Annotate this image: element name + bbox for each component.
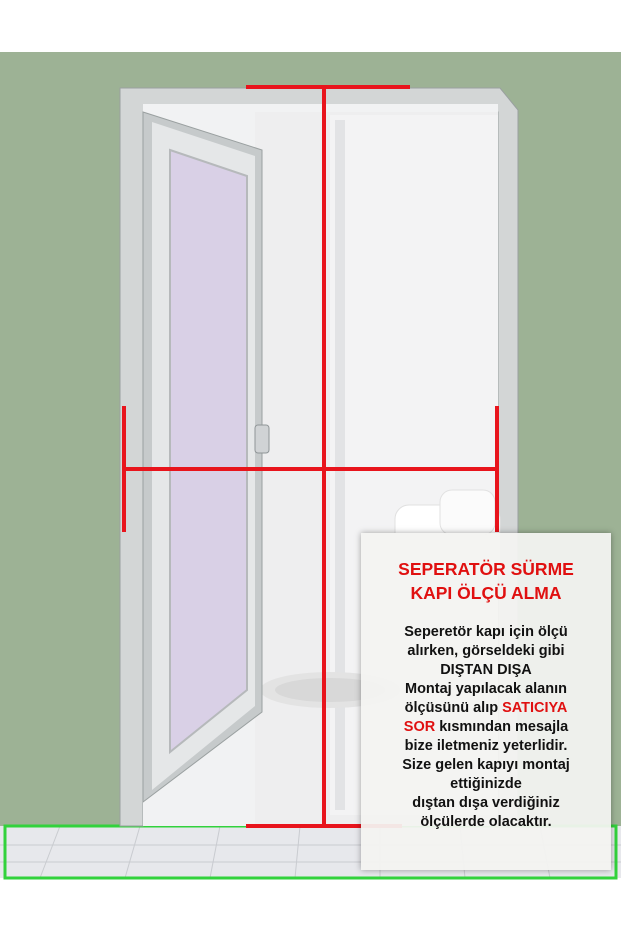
info-line: DIŞTAN DIŞA	[440, 662, 532, 678]
info-line: Montaj yapılacak alanın	[405, 681, 567, 697]
info-line: Seperetör kapı için ölçü	[404, 624, 568, 640]
info-body	[361, 623, 611, 832]
info-title-line-1: SEPERATÖR SÜRME	[398, 559, 574, 579]
info-line: dıştan dışa verdiğiniz	[412, 795, 560, 811]
ask-highlight: SOR	[403, 719, 436, 735]
info-line: ettiğinizde	[450, 776, 522, 792]
info-line: ölçülerde olacaktır.	[420, 814, 552, 830]
info-line	[361, 718, 611, 737]
info-text: kısmından mesajla	[435, 719, 569, 735]
info-line	[361, 699, 611, 718]
info-line: bize iletmeniz yeterlidir.	[404, 738, 568, 754]
info-line: Size gelen kapıyı montaj	[402, 757, 570, 773]
info-title	[361, 557, 611, 605]
measurement-info-box	[361, 533, 611, 870]
info-line: alırken, görseldeki gibi	[407, 643, 565, 659]
door-handle	[255, 425, 269, 453]
info-text: ölçüsünü alıp	[404, 700, 503, 716]
open-door-leaf	[143, 112, 269, 802]
info-title-line-2: KAPI ÖLÇÜ ALMA	[410, 583, 562, 603]
seller-highlight: SATICIYA	[502, 700, 568, 716]
